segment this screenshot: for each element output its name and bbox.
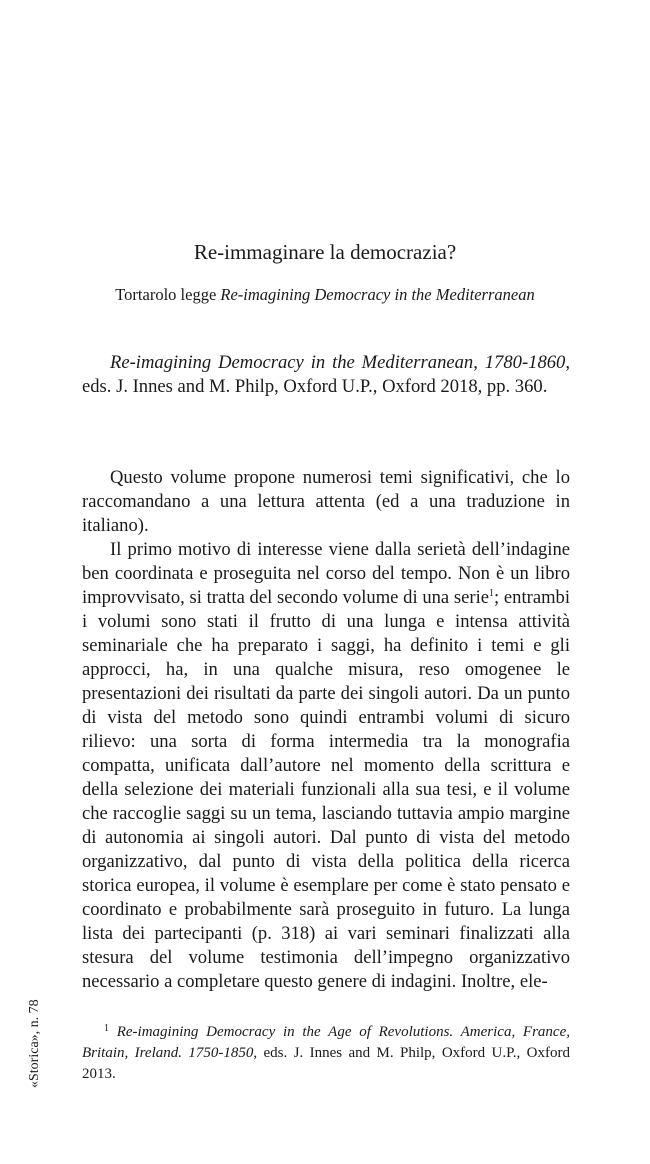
subtitle-book-title: Re-imagining Democracy in the Mediterranean bbox=[220, 285, 535, 304]
footnote-reference-mark: 1 bbox=[489, 588, 495, 599]
footnote-paragraph bbox=[82, 1022, 570, 1085]
reference-title: Re-imagining Democracy in the Mediterranean, 1780-1860 bbox=[110, 352, 566, 373]
body-text bbox=[82, 466, 570, 994]
running-head: «Storica», n. 78 bbox=[27, 999, 42, 1088]
article-title: Re-immaginare la democrazia? bbox=[193, 240, 457, 264]
paragraph-2-text-b: ; entrambi i volumi sono stati il frutto di una lunga e intensa attività seminariale che ha preparato i saggi, ha definito i temi e gli approcci, ha, in una qualche misura, reso omogenee le presentazioni dei risultati da parte dei singoli autori. Da un punto di vista del metodo sono quindi entrambi volumi di sicuro rilievo: una sorta di forma intermedia tra la monografia compatta, unificata dall’autore nel momento della scrittura e della selezione dei materiali funzionali alla sua tesi, e il volume che raccoglie saggi su un tema, lasciando tuttavia ampio margine di autonomia ai singoli autori. Dal punto di vista del metodo organizzativo, dal punto di vista della politica della ricerca storica europea, il volume è esemplare per come è stato pensato e coordinato e probabilmente sarà proseguito in futuro. La lunga lista dei partecipanti (p. 318) ai vari seminari finalizzati alla stesura del volume testimonia dell’impegno organizzativo necessario a completare questo genere di indagini. Inoltre, ele- bbox=[82, 587, 570, 992]
footnote-details: , eds. J. Innes and M. Philp, Oxford U.P., Oxford 2013. bbox=[82, 1045, 570, 1082]
footnote bbox=[82, 1022, 570, 1085]
paragraph-2-text-a: Il primo motivo di interesse viene dalla serietà dell’indagine ben coordinata e proseguita nel corso del tempo. Non è un libro improvvisato, si tratta del secondo volume di una serie bbox=[82, 539, 570, 608]
reference-paragraph bbox=[82, 351, 570, 399]
book-reference bbox=[82, 351, 570, 399]
footnote-title: Re-imagining Democracy in the Age of Revolutions. America, France, Britain, Ireland. 1750-1850 bbox=[82, 1024, 571, 1061]
article-subtitle bbox=[0, 284, 650, 306]
body-paragraph-2 bbox=[82, 538, 570, 994]
body-paragraph-1: Questo volume propone numerosi temi significativi, che lo raccomandano a una lettura attenta (ed a una traduzione in italiano). bbox=[82, 467, 570, 536]
subtitle-prefix: Tortarolo legge bbox=[115, 285, 221, 304]
footnote-number: 1 bbox=[104, 1023, 109, 1034]
reference-details: , eds. J. Innes and M. Philp, Oxford U.P., Oxford 2018, pp. 360. bbox=[82, 352, 570, 397]
